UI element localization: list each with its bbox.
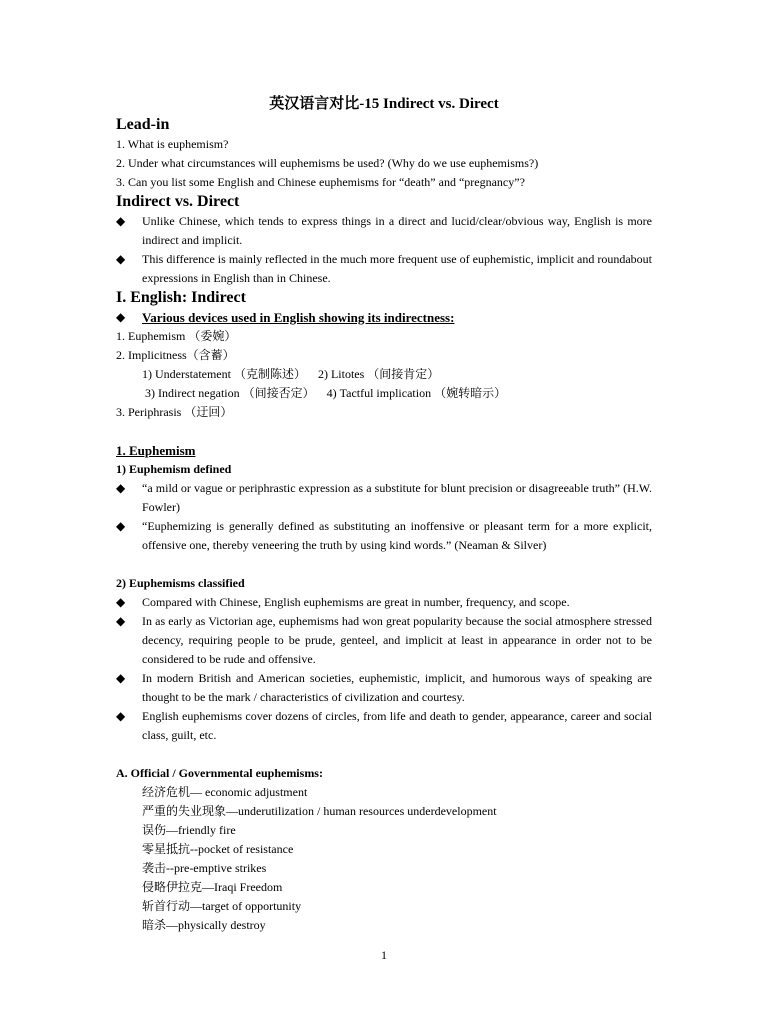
list-item: 1. Euphemism （委婉）	[116, 329, 237, 343]
list-item: ◆ “a mild or vague or periphrastic expression as a substitute for blunt precision or disagreeable truth” (H.W. Fowler)	[116, 479, 652, 517]
box-bullet-icon	[116, 897, 142, 916]
box-bullet-icon	[116, 365, 142, 384]
list-item: 3. Periphrasis （迂回）	[116, 405, 233, 419]
diamond-bullet-icon: ◆	[116, 519, 126, 533]
diamond-bullet-icon: ◆	[116, 709, 126, 723]
euphemism-heading: 1. Euphemism	[116, 443, 196, 458]
devices-subheading: ◆ Various devices used in English showing its indirectness:	[116, 310, 455, 325]
list-item: ◆ In modern British and American societies, euphemistic, implicit, and humorous ways of speaking are thought to be the mark / characteristics of civilization and courtesy.	[116, 669, 652, 707]
diamond-bullet-icon: ◆	[116, 214, 126, 228]
diamond-bullet-icon: ◆	[116, 614, 126, 628]
box-bullet-icon	[116, 840, 142, 859]
list-item: ◆ Unlike Chinese, which tends to express things in a direct and lucid/clear/obvious way, English is more indirect and implicit.	[116, 212, 652, 250]
lead-in-question: 1. What is euphemism?	[116, 137, 229, 151]
list-item: 1) Understatement （克制陈述） 2) Litotes （间接肯定）	[116, 365, 652, 384]
english-indirect-heading: I. English: Indirect	[116, 289, 246, 306]
list-item: 暗杀—physically destroy	[116, 916, 652, 935]
list-item: 零星抵抗--pocket of resistance	[116, 840, 652, 859]
list-item: 袭击--pre-emptive strikes	[116, 859, 652, 878]
page-number: 1	[381, 948, 387, 962]
box-bullet-icon	[116, 783, 142, 802]
list-item: ◆ “Euphemizing is generally defined as substituting an inoffensive or pleasant term for a more explicit, offensive one, thereby veneering the truth by using kind words.” (Neaman & Silver)	[116, 517, 652, 555]
list-item: 3) Indirect negation （间接否定） 4) Tactful implication （婉转暗示）	[116, 384, 652, 403]
list-item: 2. Implicitness（含蓄）	[116, 348, 235, 362]
indirect-direct-heading: Indirect vs. Direct	[116, 193, 240, 210]
diamond-bullet-icon: ◆	[116, 595, 126, 609]
list-item: ◆ Compared with Chinese, English euphemisms are great in number, frequency, and scope.	[116, 593, 652, 612]
box-bullet-icon	[116, 916, 142, 935]
diamond-bullet-icon: ◆	[116, 310, 126, 324]
lead-in-heading: Lead-in	[116, 116, 170, 133]
box-bullet-icon	[116, 384, 142, 403]
list-item: ◆ This difference is mainly reflected in the much more frequent use of euphemistic, implicit and roundabout expressions in English than in Chinese.	[116, 250, 652, 288]
box-bullet-icon	[116, 821, 142, 840]
lead-in-question: 2. Under what circumstances will euphemisms be used? (Why do we use euphemisms?)	[116, 156, 539, 170]
diamond-bullet-icon: ◆	[116, 671, 126, 685]
euphemisms-classified-heading: 2) Euphemisms classified	[116, 576, 245, 590]
box-bullet-icon	[116, 859, 142, 878]
official-euphemisms-heading: A. Official / Governmental euphemisms:	[116, 766, 323, 780]
list-item: 严重的失业现象—underutilization / human resources underdevelopment	[116, 802, 652, 821]
list-item: 经济危机— economic adjustment	[116, 783, 652, 802]
diamond-bullet-icon: ◆	[116, 481, 126, 495]
list-item: ◆ In as early as Victorian age, euphemisms had won great popularity because the social atmosphere stressed decency, requiring people to be prude, genteel, and implicit at least in appearance in order not to be considered to be rude and offensive.	[116, 612, 652, 669]
euphemism-defined-heading: 1) Euphemism defined	[116, 462, 232, 476]
list-item: 误伤—friendly fire	[116, 821, 652, 840]
box-bullet-icon	[116, 878, 142, 897]
lead-in-question: 3. Can you list some English and Chinese euphemisms for “death” and “pregnancy”?	[116, 175, 525, 189]
list-item: 斩首行动—target of opportunity	[116, 897, 652, 916]
box-bullet-icon	[116, 802, 142, 821]
list-item: ◆ English euphemisms cover dozens of circles, from life and death to gender, appearance, career and social class, guilt, etc.	[116, 707, 652, 745]
diamond-bullet-icon: ◆	[116, 252, 126, 266]
list-item: 侵略伊拉克—Iraqi Freedom	[116, 878, 652, 897]
document-title: 英汉语言对比-15 Indirect vs. Direct	[269, 96, 499, 112]
